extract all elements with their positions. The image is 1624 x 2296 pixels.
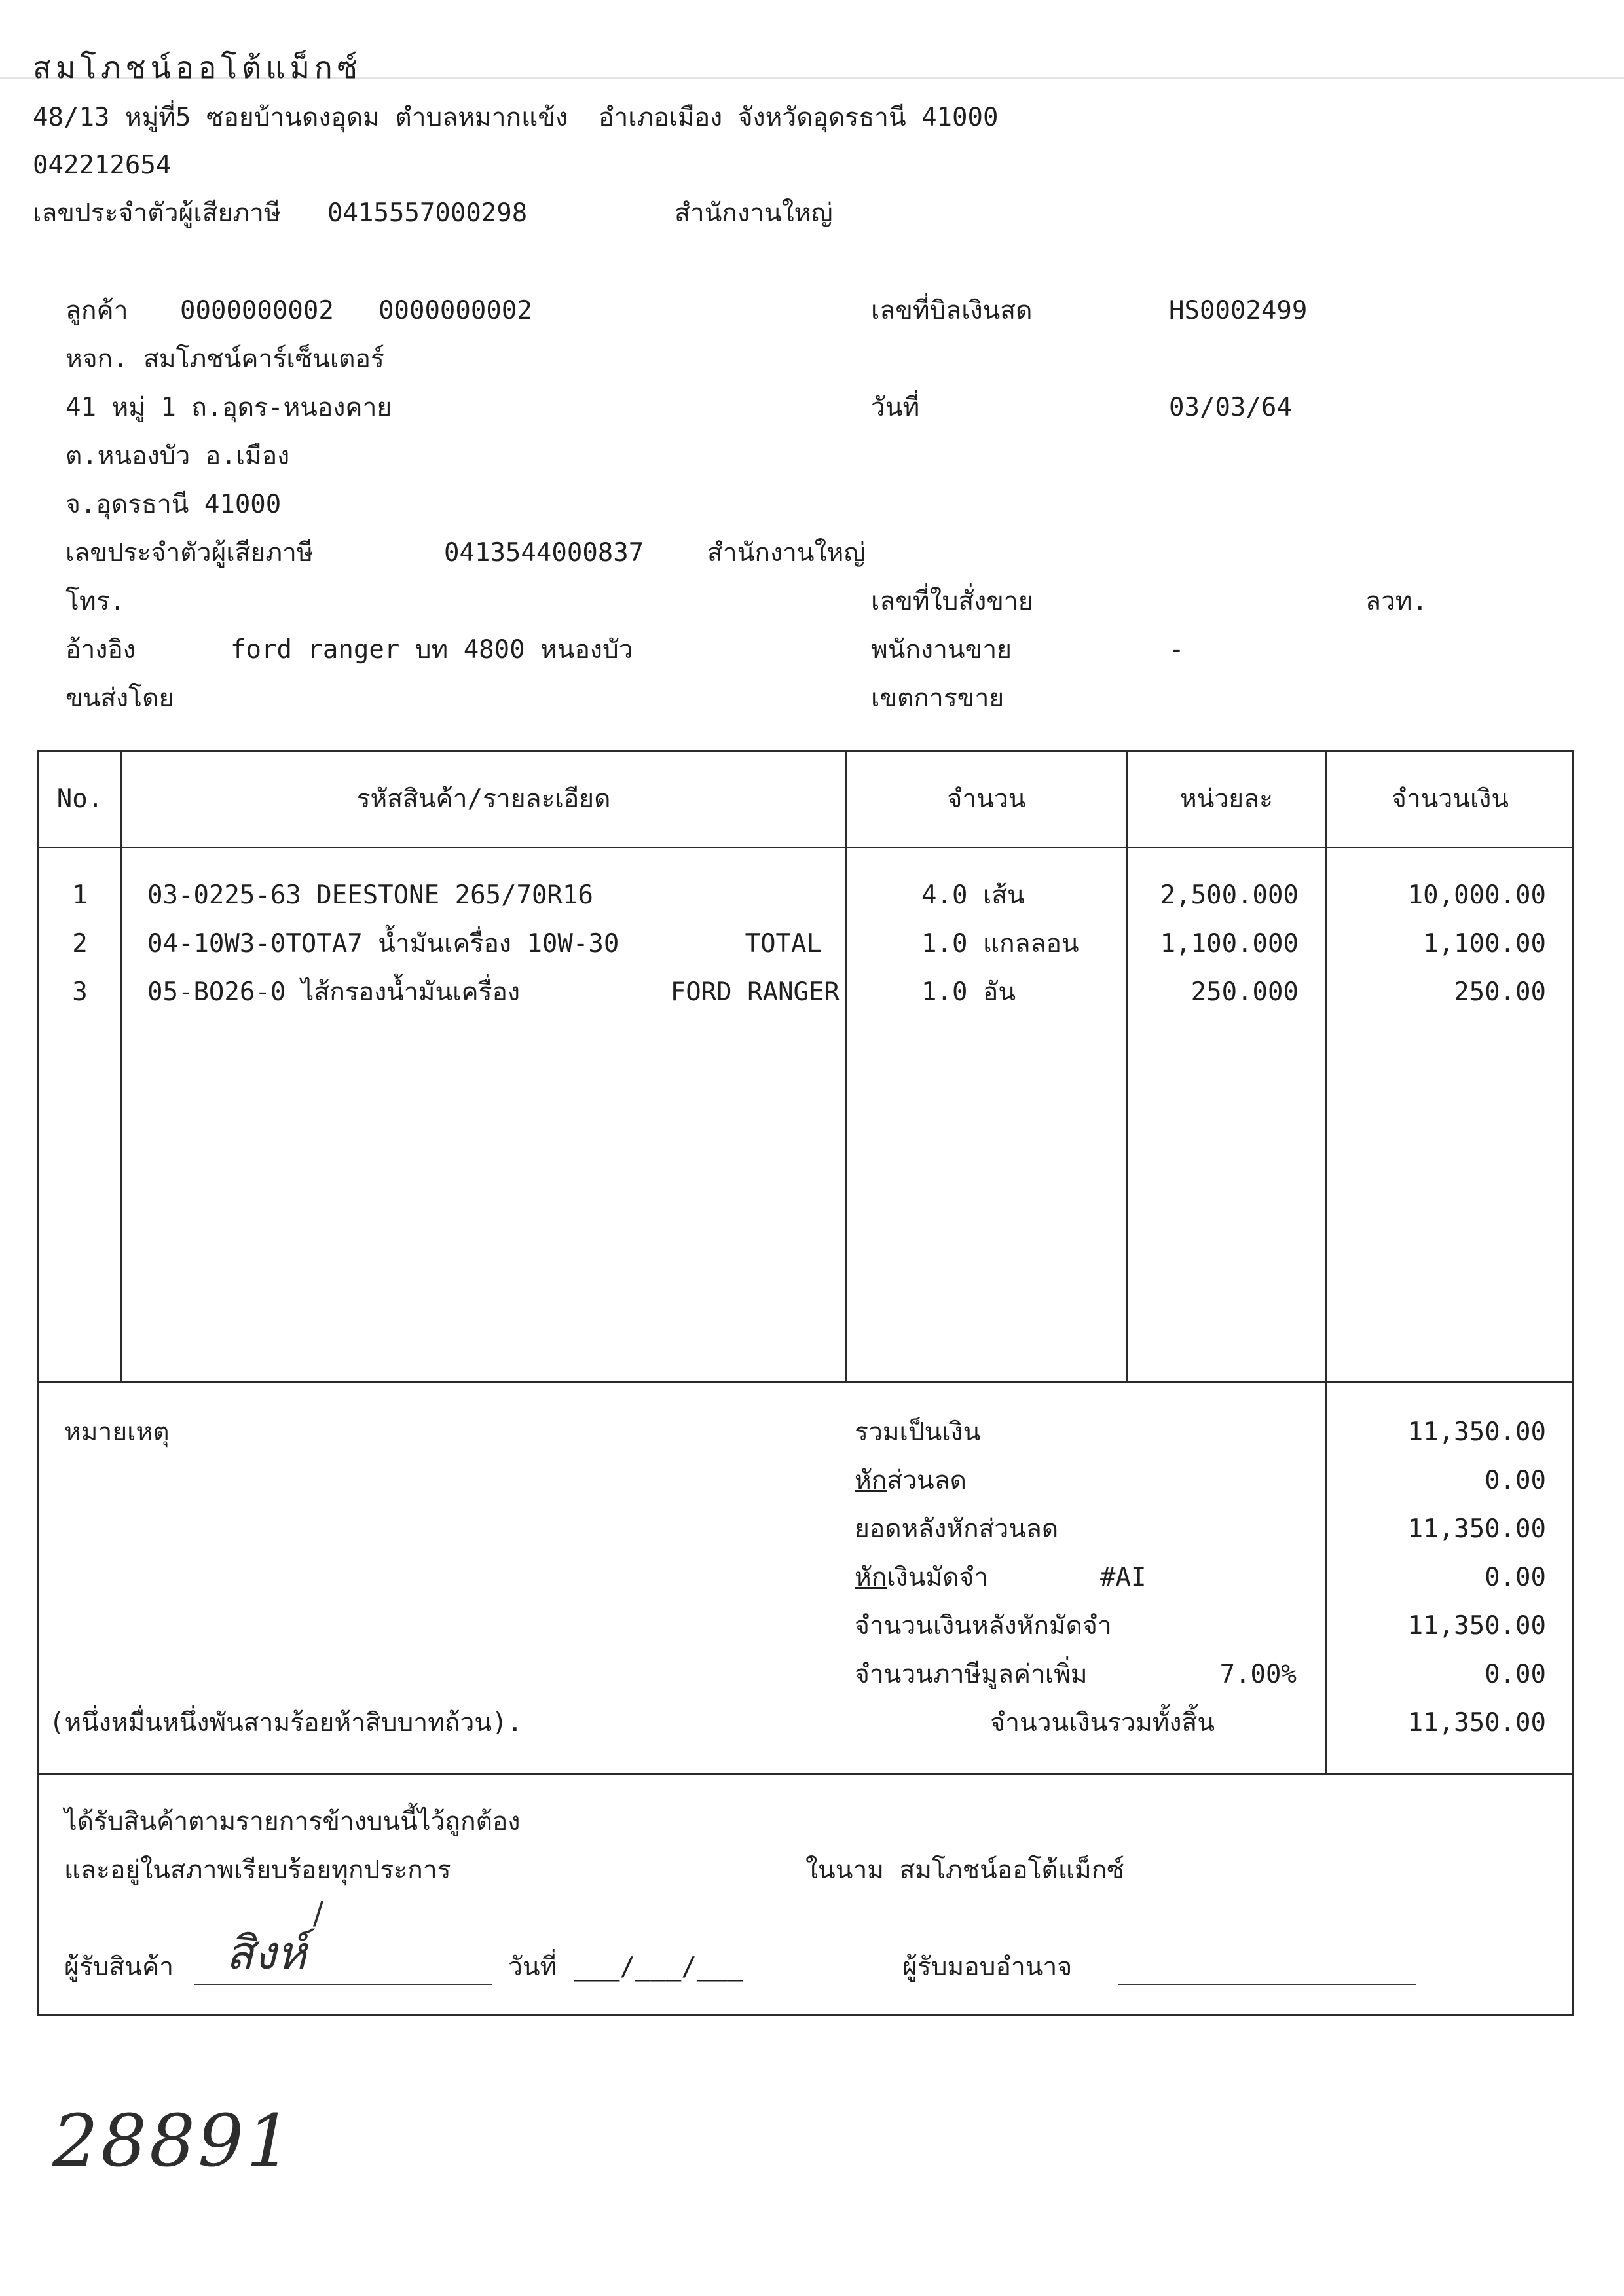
customer-label: ลูกค้า [65,296,128,325]
discount-value: 0.00 [1485,1466,1546,1495]
receiver-label: ผู้รับสินค้า [64,1952,174,1982]
order-no-label: เลขที่ใบสั่งขาย [871,587,1033,616]
customer-name: หจก. สมโภชน์คาร์เซ็นเตอร์ [65,344,384,374]
header-amount: จำนวนเงิน [1391,784,1509,814]
vat-rate: 7.00% [1219,1660,1297,1689]
amount-in-words: (หนึ่งหมื่นหนึ่งพันสามร้อยห้าสิบบาทถ้วน). [49,1708,523,1738]
receiver-signature-line [194,1984,492,1985]
row-3-description: 05-BO26-0 ไส้กรองน้ำมันเครื่อง [147,977,521,1007]
customer-tax-id-label: เลขประจำตัวผู้เสียภาษี [65,538,314,568]
authorized-label: ผู้รับมอบอำนาจ [902,1952,1073,1982]
col-divider-desc [845,750,847,1381]
document-date: 03/03/64 [1169,393,1292,422]
row-3-amount: 250.00 [1454,977,1546,1007]
header-no: No. [56,784,103,814]
reference-value: ford ranger บท 4800 หนองบัว [231,635,633,665]
reference-label: อ้างอิง [65,635,136,665]
row-2-price: 1,100.000 [1160,929,1299,958]
receive-date-label: วันที่ [508,1952,557,1982]
discount-suffix: ส่วนลด [887,1466,967,1495]
row-2-amount: 1,100.00 [1423,929,1546,958]
header-description: รหัสสินค้า/รายละเอียด [356,784,611,814]
signature-tick: / [313,1895,324,1931]
salesperson-value: - [1169,635,1185,665]
row-3-no: 3 [72,977,88,1007]
discount-prefix: หัก [855,1466,887,1495]
row-1-amount: 10,000.00 [1407,881,1546,910]
customer-address-2: ต.หนองบัว อ.เมือง [65,441,290,471]
after-discount-label: ยอดหลังหักส่วนลด [855,1514,1059,1544]
table-header-divider [37,847,1574,848]
customer-phone-label: โทร. [65,587,126,616]
after-discount-value: 11,350.00 [1407,1514,1546,1544]
seller-address: 48/13 หมู่ที่5 ซอยบ้านดงอุดม ตำบลหมากแข้ง อำเภอเมือง จังหวัดอุดรธานี 41000 [33,103,999,132]
row-1-description: 03-0225-63 DEESTONE 265/70R16 [147,881,593,910]
deposit-label [855,1565,988,1590]
after-deposit-value: 11,350.00 [1407,1611,1546,1641]
seller-branch: สำนักงานใหญ่ [674,198,833,228]
authorized-signature-line [1118,1984,1416,1985]
row-3-extra: FORD RANGER [670,977,840,1007]
row-1-no: 1 [72,881,88,910]
receiver-signature: สิงห์ [226,1926,307,1980]
total-value: 11,350.00 [1407,1417,1546,1447]
customer-address-1: 41 หมู่ 1 ถ.อุดร-หนองคาย [65,393,392,422]
seller-tax-id-label: เลขประจำตัวผู้เสียภาษี [33,198,281,228]
row-3-price: 250.000 [1190,977,1299,1007]
row-1-qty: 4.0 เส้น [921,881,1025,910]
summary-bottom-divider [37,1773,1574,1775]
discount-label [855,1468,967,1493]
deposit-value: 0.00 [1485,1563,1546,1592]
sales-area-label: เขตการขาย [871,683,1005,713]
customer-code-1: 0000000002 [180,296,334,325]
header-unit-price: หน่วยละ [1180,784,1273,814]
row-2-no: 2 [72,929,88,958]
header-quantity: จำนวน [947,784,1026,814]
remark-label: หมายเหตุ [64,1417,170,1447]
vat-value: 0.00 [1485,1660,1546,1689]
shipping-label: ขนส่งโดย [65,683,174,713]
grand-total-value: 11,350.00 [1407,1708,1546,1738]
row-2-qty: 1.0 แกลลอน [921,929,1079,958]
receive-date-blank: ___/___/___ [574,1952,743,1982]
salesperson-label: พนักงานขาย [871,635,1012,665]
deposit-suffix: เงินมัดจำ [887,1563,989,1592]
total-label: รวมเป็นเงิน [855,1417,981,1447]
handwritten-note: 28891 [52,2099,295,2183]
after-deposit-label: จำนวนเงินหลังหักมัดจำ [855,1611,1112,1641]
customer-code-2: 0000000002 [378,296,532,325]
seller-tax-id: 0415557000298 [327,198,528,228]
received-statement-2: และอยู่ในสภาพเรียบร้อยทุกประการ [64,1855,451,1885]
items-bottom-divider [37,1381,1574,1383]
grand-total-label: จำนวนเงินรวมทั้งสิ้น [990,1708,1215,1738]
row-2-description: 04-10W3-0TOTA7 น้ำมันเครื่อง 10W-30 [147,929,619,958]
bill-no-label: เลขที่บิลเงินสด [871,296,1033,325]
customer-branch: สำนักงานใหญ่ [707,538,866,568]
date-label: วันที่ [871,393,920,422]
row-2-extra: TOTAL [745,929,822,958]
row-1-price: 2,500.000 [1160,881,1299,910]
received-statement-1: ได้รับสินค้าตามรายการข้างบนนี้ไว้ถูกต้อง [64,1807,521,1836]
bill-no: HS0002499 [1169,296,1308,325]
customer-address-3: จ.อุดรธานี 41000 [65,490,282,519]
order-tag: ลวท. [1365,587,1428,616]
customer-tax-id: 0413544000837 [444,538,644,568]
seller-name: สมโภชน์ออโต้แม็กซ์ [33,50,362,85]
vat-label: จำนวนภาษีมูลค่าเพิ่ม [855,1660,1088,1689]
col-divider-qty [1126,750,1128,1381]
seller-phone: 042212654 [33,151,172,180]
on-behalf-of: ในนาม สมโภชน์ออโต้แม็กซ์ [805,1855,1124,1885]
col-divider-no [120,750,122,1381]
deposit-prefix: หัก [855,1563,887,1592]
deposit-code: #AI [1100,1563,1147,1592]
row-3-qty: 1.0 อัน [921,977,1016,1007]
